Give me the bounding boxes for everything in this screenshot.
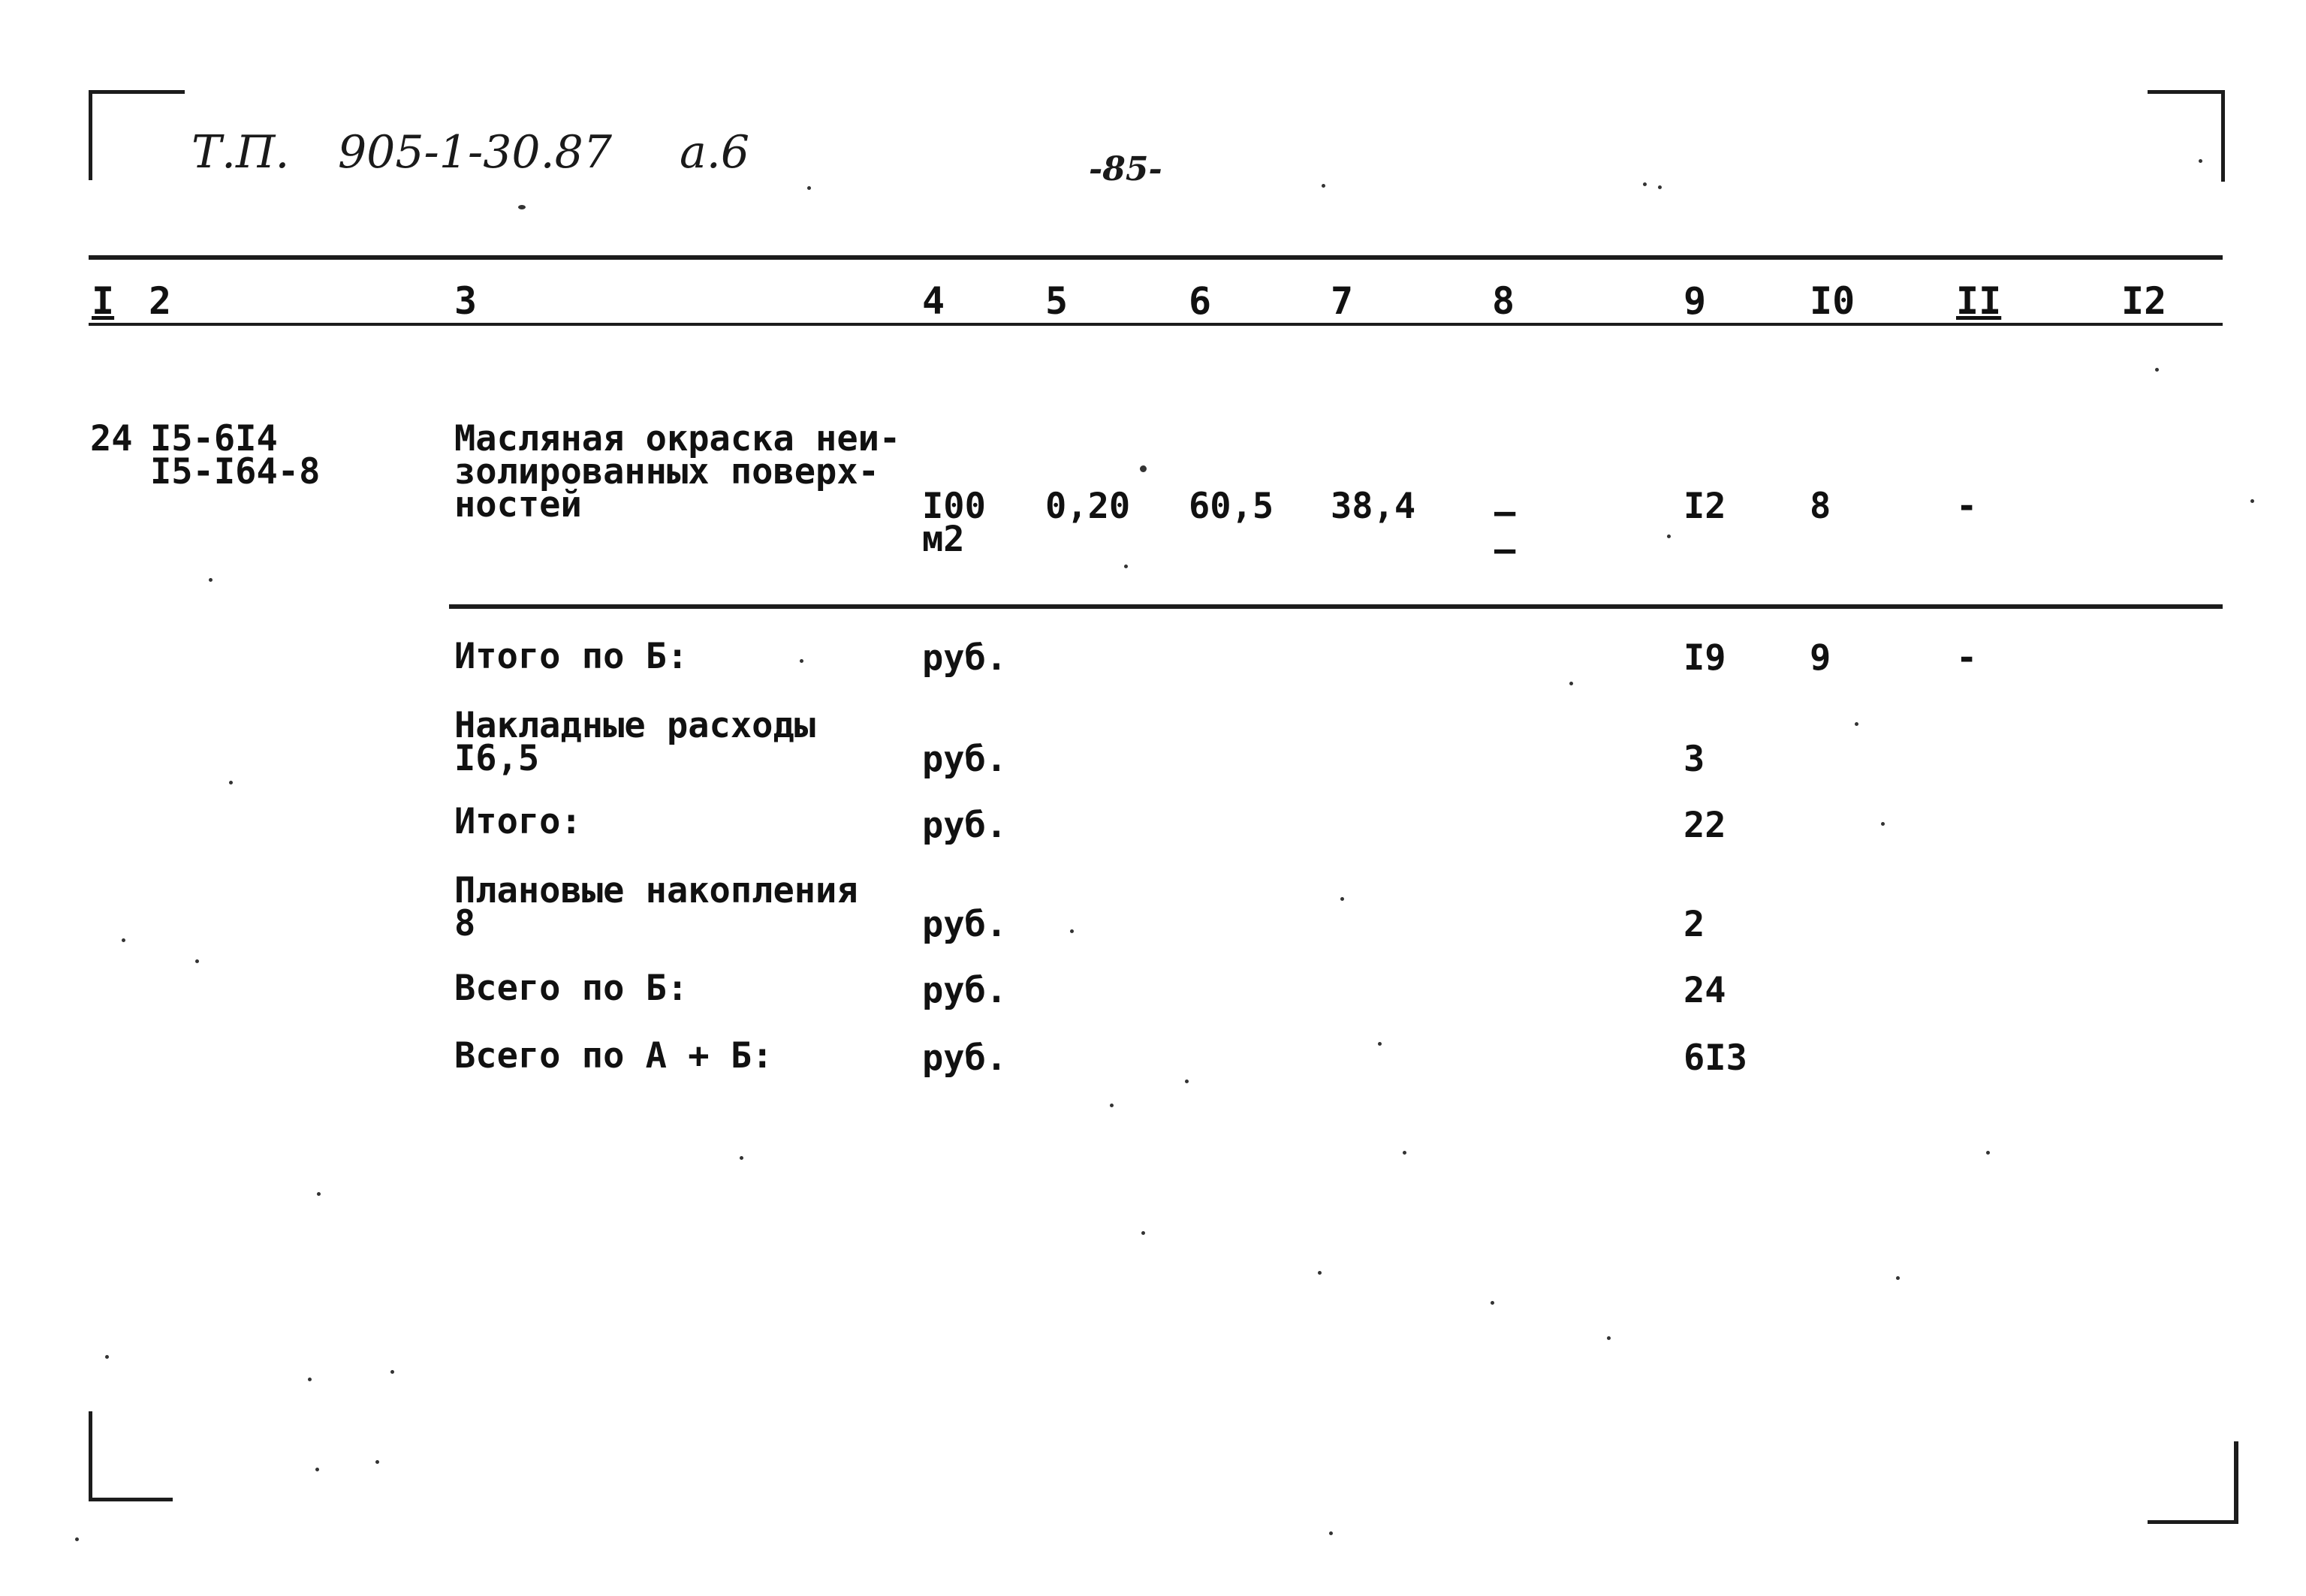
resource-codes: I5-6I4 I5-I64-8 — [150, 418, 321, 492]
column-header-4: 4 — [922, 279, 945, 323]
summary-unit: руб. — [922, 970, 1008, 1011]
row-separator-rule — [449, 604, 2223, 609]
summary-label: Всего по Б: — [454, 968, 689, 1009]
column-10-value: 8 — [1810, 486, 1831, 527]
quantity-value: 0,20 — [1045, 486, 1131, 527]
summary-column-9: 6I3 — [1684, 1037, 1747, 1079]
summary-column-10: 9 — [1810, 637, 1831, 679]
column-9-value: I2 — [1684, 486, 1726, 527]
unit-of-measure: I00 м2 — [922, 486, 986, 560]
column-header-5: 5 — [1045, 279, 1069, 323]
row-number: 24 — [90, 418, 133, 459]
column-7-value: 38,4 — [1331, 486, 1416, 527]
column-header-2: 2 — [149, 279, 172, 323]
column-header-7: 7 — [1331, 279, 1354, 323]
summary-column-11: - — [1956, 637, 1978, 679]
column-header-11: II — [1956, 279, 2002, 323]
summary-label: Итого по Б: — [454, 636, 689, 677]
summary-column-9: 3 — [1684, 739, 1705, 780]
table-top-rule — [89, 255, 2223, 260]
summary-column-9: 24 — [1684, 970, 1726, 1011]
summary-unit: руб. — [922, 904, 1008, 945]
project-number: 905-1-30.87 — [338, 126, 613, 179]
column-header-12: I2 — [2121, 279, 2167, 323]
column-6-value: 60,5 — [1189, 486, 1274, 527]
column-header-8: 8 — [1492, 279, 1515, 323]
column-header-9: 9 — [1684, 279, 1707, 323]
summary-column-9: 2 — [1684, 904, 1705, 945]
summary-unit: руб. — [922, 805, 1008, 846]
summary-label: Всего по А + Б: — [454, 1035, 773, 1077]
album-number: а.6 — [680, 126, 750, 179]
summary-unit: руб. — [922, 637, 1008, 679]
column-11-value: - — [1956, 486, 1978, 527]
column-header-rule — [89, 323, 2223, 326]
summary-unit: руб. — [922, 1037, 1008, 1079]
column-header-6: 6 — [1189, 279, 1212, 323]
summary-column-9: I9 — [1684, 637, 1726, 679]
column-header-3: 3 — [454, 279, 478, 323]
work-description: Масляная окраска неи- золированных поверх- ностей — [454, 418, 901, 525]
summary-unit: руб. — [922, 739, 1008, 780]
summary-label: Плановые накопления 8 — [454, 870, 858, 944]
column-header-10: I0 — [1810, 279, 1855, 323]
page-number: -85- — [1089, 150, 1162, 188]
summary-column-9: 22 — [1684, 805, 1726, 846]
column-header-1: I — [92, 279, 115, 323]
summary-label: Накладные расходы I6,5 — [454, 705, 816, 779]
tp-label: Т.П. — [191, 126, 290, 179]
summary-label: Итого: — [454, 801, 582, 842]
column-8-value: – – — [1494, 492, 1516, 571]
